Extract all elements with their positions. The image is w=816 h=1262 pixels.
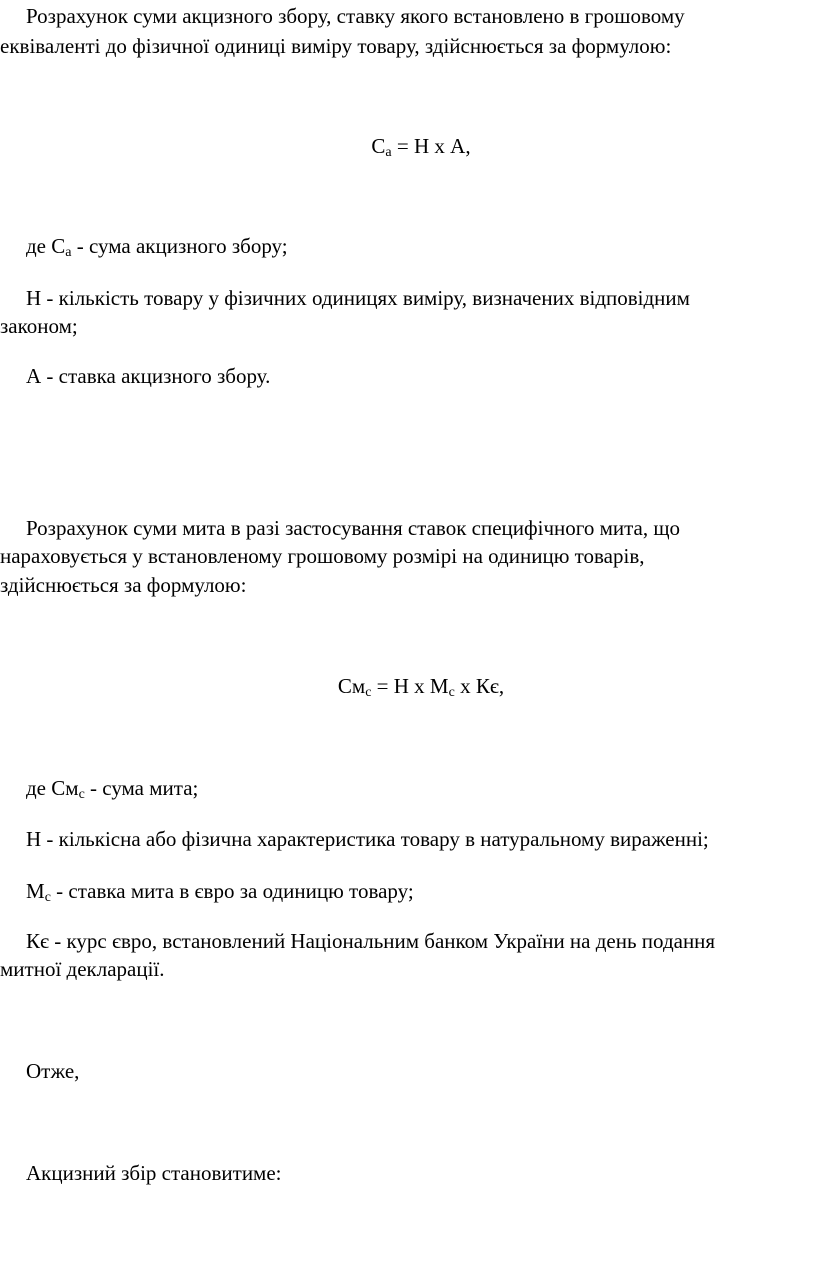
definition-exchange-rate-line-1: Кє - курс євро, встановлений Національним банком України на день подання	[26, 929, 716, 953]
definition-excise-sum	[0, 234, 816, 258]
paragraph-duty-intro-line-1: Розрахунок суми мита в разі застосування ставок специфічного мита, що	[26, 516, 681, 540]
paragraph-excise-intro-line-2: еквіваленті до фізичної одиниці виміру товару, здійснюється за формулою:	[0, 34, 672, 58]
definition-quantity-line-1: Н - кількість товару у фізичних одиницях виміру, визначених відповідним	[26, 286, 690, 310]
paragraph-excise-intro-line-1: Розрахунок суми акцизного збору, ставку якого встановлено в грошовому	[26, 4, 685, 28]
formula-duty-mid: = Н х М	[371, 674, 449, 698]
text-excise-result: Акцизний збір становитиме:	[26, 1161, 282, 1185]
definition-excise-rate: А - ставка акцизного збору.	[26, 364, 271, 388]
definition-duty-rate-prefix: М	[26, 879, 45, 903]
definition-duty-rate	[0, 879, 816, 903]
definition-excise-sum-subscript: а	[65, 245, 72, 260]
formula-duty	[0, 674, 816, 698]
definition-duty-rate-subscript: с	[44, 890, 51, 905]
text-therefore: Отже,	[26, 1059, 80, 1083]
definition-exchange-rate-line-2: митної декларації.	[0, 957, 165, 981]
formula-duty-subscript-2: с	[448, 685, 455, 700]
paragraph-duty-intro-line-3: здійснюється за формулою:	[0, 573, 247, 597]
formula-duty-symbol: См	[337, 674, 366, 698]
formula-excise-symbol: С	[371, 134, 386, 158]
definition-duty-sum	[0, 776, 816, 800]
definition-duty-rate-text: - ставка мита в євро за одиницю товару;	[50, 879, 414, 903]
definition-duty-sum-subscript: с	[78, 787, 85, 802]
formula-excise-rest: = Н х А,	[391, 134, 471, 158]
definition-excise-sum-text: - сума акцизного збору;	[71, 234, 288, 258]
definition-duty-sum-text: - сума мита;	[84, 776, 199, 800]
formula-excise-subscript: а	[385, 145, 392, 160]
formula-duty-subscript-1: с	[365, 685, 372, 700]
paragraph-duty-intro-line-2: нараховується у встановленому грошовому розмірі на одиницю товарів,	[0, 544, 645, 568]
formula-excise	[0, 134, 816, 158]
definition-duty-sum-prefix: де См	[26, 776, 79, 800]
definition-physical-characteristic: Н - кількісна або фізична характеристика товару в натуральному вираженні;	[26, 827, 709, 851]
formula-duty-rest: х Кє,	[454, 674, 505, 698]
definition-excise-sum-prefix: де С	[26, 234, 66, 258]
definition-quantity-line-2: законом;	[0, 314, 78, 338]
